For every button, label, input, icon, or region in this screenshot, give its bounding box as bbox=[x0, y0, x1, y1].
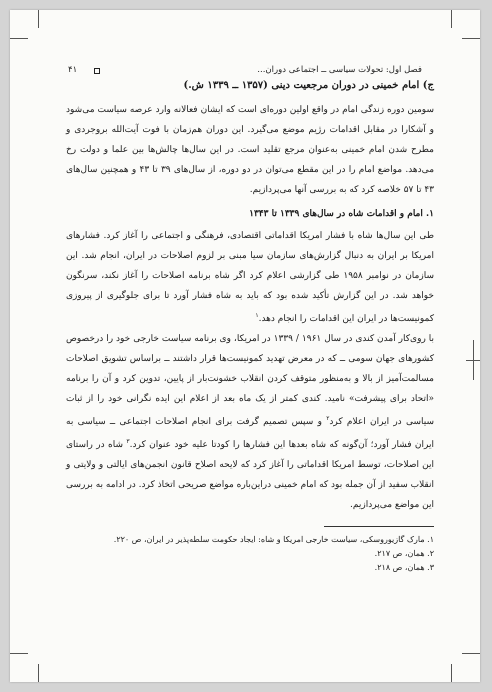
crop-mark bbox=[10, 38, 28, 39]
crop-mark bbox=[466, 360, 480, 361]
paragraph-2-text: طی این سال‌ها شاه با فشار امریکا اقداماتی اقتصادی، فرهنگی و اجتماعی را آغاز کرد. فشارهای امریکا بر ایران به دنبال گزارش‌های سازمان سیا مبنی بر لزوم اصلاحات در ایران، انجام شد. این سازمان در نوامبر ۱۹۵۸ طی گزارشی اعلام کرد اگر شاه برنامه اصلاحات را آغاز نکند، سرنگون خواهد شد. در این گزارش تأکید شده بود که باید به شاه فشار آورد تا برای جلوگیری از پیروزی کمونیست‌ها در ایران این اقدامات را انجام دهد. bbox=[66, 231, 435, 324]
footnote: ۱. مارک گازیوروسکی، سیاست خارجی امریکا و شاه: ایجاد حکومت سلطه‌پذیر در ایران، ص ۲۲۰. bbox=[113, 535, 434, 544]
paragraph-3 bbox=[66, 329, 434, 515]
crop-mark bbox=[38, 664, 39, 682]
footnote-rule bbox=[324, 526, 434, 527]
crop-mark bbox=[462, 653, 480, 654]
footnote: ۳. همان، ص ۲۱۸. bbox=[374, 563, 434, 572]
page-number: ۴۱ bbox=[68, 65, 78, 75]
paragraph-2 bbox=[66, 226, 434, 329]
main-text bbox=[66, 78, 434, 515]
section-heading: ج) امام خمینی در دوران مرجعیت دینی (۱۳۵۷ ــ ۱۳۳۹ ش.) bbox=[183, 80, 434, 91]
subsection-heading: ۱. امام و اقدامات شاه در سال‌های ۱۳۳۹ تا ۱۳۴۳ bbox=[249, 209, 434, 219]
running-title: فصل اول: تحولات سیاسی ــ اجتماعی دوران... bbox=[257, 65, 422, 75]
paragraph-3-text: با روی‌کار آمدن کندی در سال ۱۹۶۱ / ۱۳۳۹ در امریکا، وی برنامه سیاست خارجی خود را درخصوص کشورهای جهان سومی ــ که در معرض تهدید کمونیست‌ها قرار داشتند ــ براساس تشویق اصلاحات مسالمت‌آمیز از بالا و به‌منظور متوقف کردن انقلاب خشونت‌بار از پایین، تدوین کرد و آن را برنامه «اتحاد برای پیشرفت» نامید. کندی کمتر از یک ماه بعد از اعلام این ایده نگرانی خود را از ثبات سیاسی در ایران اعلام کرد bbox=[66, 334, 434, 427]
crop-mark bbox=[451, 664, 452, 682]
crop-mark bbox=[451, 10, 452, 28]
footnote-ref: ۳ bbox=[126, 438, 130, 445]
footnote-ref: ۱ bbox=[255, 312, 259, 319]
crop-mark bbox=[10, 653, 28, 654]
crop-mark bbox=[462, 38, 480, 39]
paragraph-3-text: شاه در راستای این اصلاحات، توسط امریکا اقداماتی را آغاز کرد که لایحه اصلاح قانون انجمن‌های ایالتی و ولایتی و انقلاب سفید از آن جمله بود که امام خمینی دراین‌باره مواضع صریحی اتخاذ کرد. در ادامه به بررسی این مواضع می‌پردازیم. bbox=[66, 440, 434, 510]
paragraph-3-text: و سپس تصمیم گرفت برای انجام اصلاحات اجتماعی ــ سیاسی به ایران فشار آورد؛ آن‌گونه که شاه بعدها این فشارها را کودتا علیه خود عنوان کرد. bbox=[66, 417, 435, 450]
intro-paragraph: سومین دوره زندگی امام در واقع اولین دوره‌ای است که ایشان فعالانه وارد عرصه سیاست می‌شود و آشکارا در مقابل اقدامات رژیم موضع می‌گیرد. این دوران هم‌زمان با فوت آیت‌الله بروجردی و مطرح شدن امام خمینی به‌عنوان مرجع تقلید است. در این سال‌ها چالش‌ها بین علما و دولت رخ می‌دهد. مواضع امام را در این مقطع می‌توان در دو دوره، از سال‌های ۳۹ تا ۴۳ و همچنین سال‌های ۴۳ تا ۵۷ خلاصه کرد که به بررسی آنها می‌پردازیم. bbox=[66, 105, 435, 195]
footnotes bbox=[66, 526, 434, 575]
footnote-ref: ۲ bbox=[326, 415, 330, 422]
crop-mark bbox=[38, 10, 39, 28]
footnote: ۲. همان، ص ۲۱۷. bbox=[374, 549, 434, 558]
square-separator-icon bbox=[94, 68, 100, 74]
